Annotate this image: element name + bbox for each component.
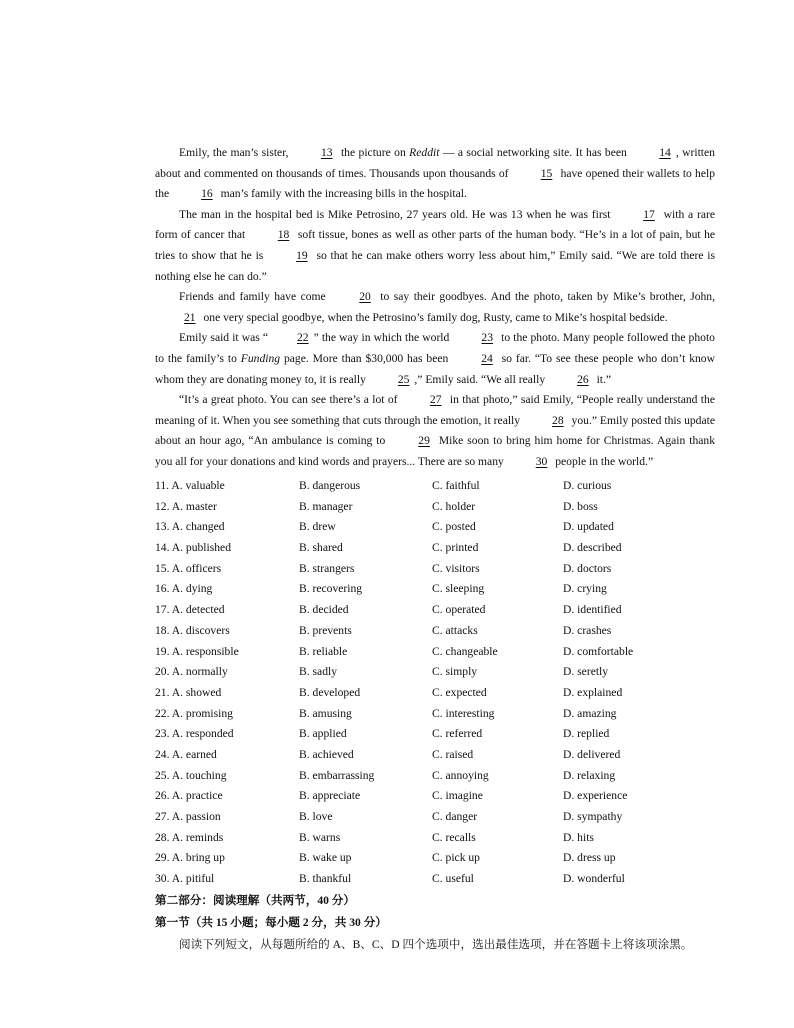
option-a: 22. A. promising [155, 706, 233, 720]
option-b: B. drew [299, 520, 336, 534]
option-b: B. embarrassing [299, 768, 375, 782]
option-c: C. raised [432, 747, 474, 761]
blank-19: 19 [296, 248, 308, 262]
blank-21: 21 [184, 310, 196, 324]
option-a: 16. A. dying [155, 582, 213, 596]
option-b: B. amusing [299, 706, 352, 720]
option-row [155, 621, 715, 642]
option-row [155, 683, 715, 704]
option-row [155, 642, 715, 663]
option-b: B. warns [299, 830, 341, 844]
option-row [155, 579, 715, 600]
blank-27: 27 [429, 393, 442, 407]
option-d: D. comfortable [563, 644, 634, 658]
option-a: 30. A. pitiful [155, 872, 215, 886]
option-b: B. decided [299, 603, 349, 617]
option-b: B. manager [299, 499, 353, 513]
blank-26: 26 [577, 372, 589, 386]
option-row [155, 828, 715, 849]
blank-14: 14 [659, 146, 671, 159]
paragraph-3: Friends and family have come 20 to say their goodbyes. And the photo, taken by Mike’s brother, John, 21 one very special goodbye, when the Petrosino’s family dog, Rusty, came to Mike’s hospital bedside. [155, 287, 715, 328]
option-row [155, 869, 715, 890]
option-a: 11. A. valuable [155, 479, 225, 492]
option-row [155, 600, 715, 621]
option-c: C. operated [432, 603, 486, 617]
option-a: 18. A. discovers [155, 623, 230, 637]
option-d: D. seretly [563, 665, 609, 679]
option-a: 20. A. normally [155, 665, 228, 679]
option-c: C. imagine [432, 789, 483, 803]
option-a: 29. A. bring up [155, 851, 225, 865]
option-d: D. experience [563, 789, 628, 803]
option-a: 21. A. showed [155, 685, 222, 699]
blank-29: 29 [418, 434, 430, 448]
blank-23: 23 [481, 331, 494, 345]
option-row [155, 766, 715, 787]
option-a: 19. A. responsible [155, 644, 239, 658]
blank-30: 30 [535, 454, 548, 468]
blank-17: 17 [643, 207, 655, 221]
option-a: 17. A. detected [155, 603, 225, 617]
option-d: D. dress up [563, 851, 616, 865]
option-c: C. sleeping [432, 582, 485, 596]
option-b: B. prevents [299, 623, 352, 637]
option-b: B. sadly [299, 665, 338, 679]
option-d: D. doctors [563, 561, 612, 575]
option-a: 24. A. earned [155, 747, 217, 761]
option-row [155, 704, 715, 725]
option-row [155, 848, 715, 869]
answer-options [155, 476, 715, 890]
option-c: C. changeable [432, 644, 498, 658]
option-d: D. described [563, 541, 622, 555]
option-d: D. boss [563, 499, 598, 513]
cloze-passage [155, 143, 715, 473]
option-c: C. expected [432, 685, 487, 699]
option-row [155, 517, 715, 538]
blank-20: 20 [359, 290, 371, 304]
option-c: C. visitors [432, 561, 480, 575]
section2-heading: 第二部分：阅读理解（共两节，40 分） [155, 894, 355, 907]
option-b: B. love [299, 810, 333, 823]
section1-heading: 第一节（共 15 小题；每小题 2 分，共 30 分） [155, 916, 387, 929]
blank-25: 25 [397, 372, 410, 386]
option-d: D. updated [563, 520, 614, 534]
option-a: 26. A. practice [155, 789, 223, 803]
option-row [155, 559, 715, 580]
option-row [155, 497, 715, 518]
blank-13: 13 [320, 146, 333, 159]
option-d: D. crying [563, 582, 607, 596]
reading-instruction: 阅读下列短文，从每题所给的 A、B、C、D 四个选项中，选出最佳选项，并在答题卡上将该项涂黑。 [179, 938, 693, 951]
option-b: B. developed [299, 685, 361, 699]
option-row [155, 807, 715, 828]
option-b: B. dangerous [299, 479, 361, 492]
option-c: C. printed [432, 541, 479, 555]
option-c: C. danger [432, 810, 478, 823]
option-d: D. crashes [563, 623, 612, 637]
option-c: C. attacks [432, 623, 478, 637]
option-b: B. recovering [299, 582, 363, 596]
option-b: B. shared [299, 541, 343, 555]
option-c: C. recalls [432, 830, 476, 844]
option-d: D. explained [563, 685, 623, 699]
option-a: 28. A. reminds [155, 830, 224, 844]
paragraph-1: Emily, the man’s sister, 13 the picture on Reddit — a social networking site. It has been 14 , written about and commented on thousands of times. Thousands upon thousands of 15 have opened their wallets to help the 16 man’s family with the increasing bills in the hospital. [155, 143, 715, 205]
option-a: 27. A. passion [155, 810, 221, 823]
option-c: C. pick up [432, 851, 480, 865]
blank-15: 15 [540, 166, 553, 180]
option-c: C. simply [432, 665, 478, 679]
blank-28: 28 [552, 413, 564, 427]
option-c: C. holder [432, 499, 476, 513]
option-d: D. hits [563, 830, 594, 844]
option-a: 15. A. officers [155, 561, 222, 575]
option-d: D. replied [563, 727, 610, 741]
option-b: B. appreciate [299, 789, 361, 803]
option-b: B. wake up [299, 851, 352, 865]
paragraph-5: “It’s a great photo. You can see there’s a lot of 27 in that photo,” said Emily, “People really understand the meaning of it. When you see something that cuts through the emotion, it really 28 you.” Emily posted this update about an hour ago, “An ambulance is coming to 29 Mike soon to bring him home for Christmas. Again thank you all for your donations and kind words and prayers... There are so many 30 people in the world.” [155, 390, 715, 472]
option-d: D. amazing [563, 706, 617, 720]
option-a: 25. A. touching [155, 768, 227, 782]
option-b: B. reliable [299, 644, 348, 658]
blank-16: 16 [201, 187, 213, 201]
option-d: D. sympathy [563, 810, 623, 823]
option-row [155, 662, 715, 683]
option-d: D. relaxing [563, 768, 616, 782]
option-a: 14. A. published [155, 541, 232, 555]
option-c: C. interesting [432, 706, 495, 720]
blank-22: 22 [297, 331, 309, 345]
option-a: 23. A. responded [155, 727, 234, 741]
option-c: C. posted [432, 520, 476, 534]
paragraph-4: Emily said it was “ 22 ” the way in which the world 23 to the photo. Many people followed the photo to the family’s to Funding page. More than $30,000 has been 24 so far. “To see these people who don’t know whom they are donating money to, it is really 25 ,” Emily said. “We all really 26 it.” [155, 328, 715, 390]
option-b: B. strangers [299, 561, 355, 575]
option-d: D. identified [563, 603, 622, 617]
option-b: B. thankful [299, 872, 352, 886]
option-d: D. curious [563, 479, 612, 492]
blank-24: 24 [481, 351, 493, 365]
option-row [155, 724, 715, 745]
option-b: B. applied [299, 727, 347, 741]
option-c: C. annoying [432, 768, 489, 782]
option-d: D. wonderful [563, 872, 625, 886]
option-c: C. faithful [432, 479, 480, 492]
paragraph-2: The man in the hospital bed is Mike Petrosino, 27 years old. He was 13 when he was first 17 with a rare form of cancer that 18 soft tissue, bones as well as other parts of the human body. “He’s in a lot of pain, but he tries to show that he is 19 so that he can make others worry less about him,” Emily said. “We are told there is nothing else he can do.” [155, 205, 715, 287]
option-row [155, 476, 715, 497]
option-b: B. achieved [299, 747, 354, 761]
option-c: C. useful [432, 872, 474, 886]
option-row [155, 745, 715, 766]
option-row [155, 538, 715, 559]
option-a: 13. A. changed [155, 520, 225, 534]
option-d: D. delivered [563, 747, 621, 761]
option-row [155, 786, 715, 807]
blank-18: 18 [277, 228, 290, 242]
option-a: 12. A. master [155, 499, 217, 513]
option-c: C. referred [432, 727, 483, 741]
